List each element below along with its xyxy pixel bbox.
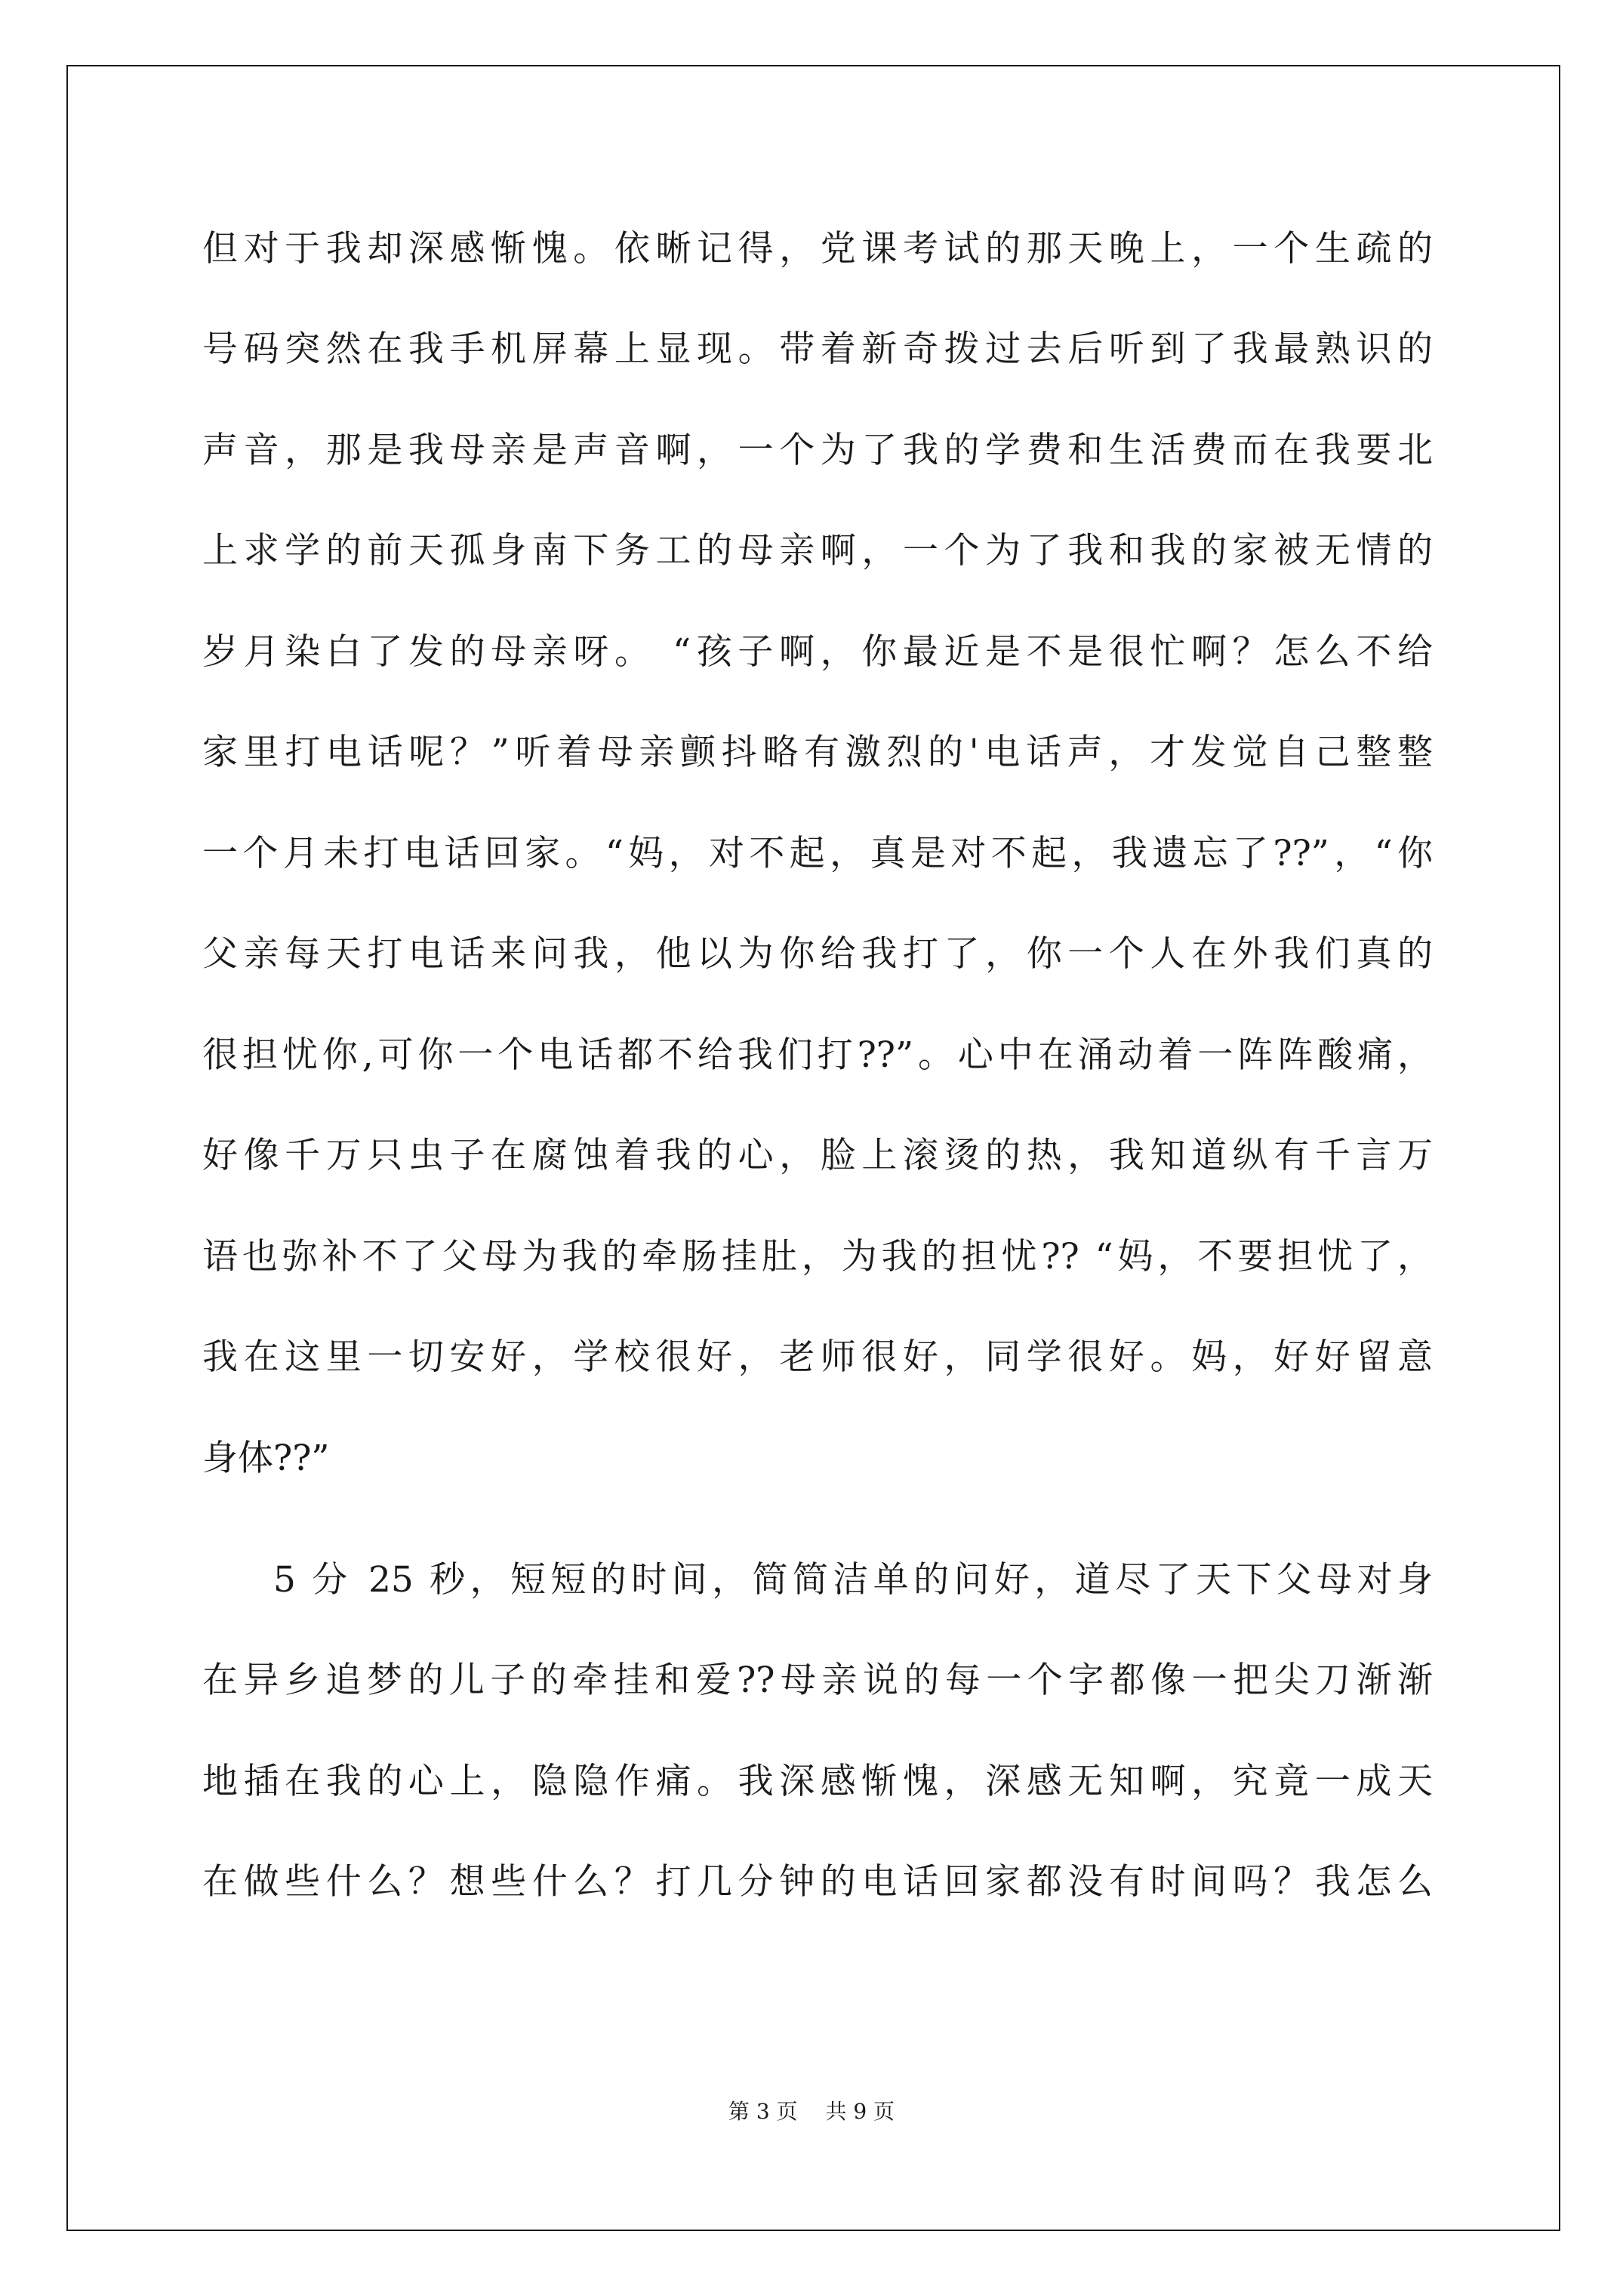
text-line: 声音，那是我母亲是声音啊，一个为了我的学费和生活费而在我要北 [202, 430, 1433, 471]
text-line: 岁月染白了发的母亲呀。 “孩子啊，你最近是不是很忙啊？怎么不给 [202, 631, 1433, 673]
text-line: 父亲每天打电话来问我，他以为你给我打了，你一个人在外我们真的 [202, 933, 1433, 975]
text-line: 在异乡追梦的儿子的牵挂和爱??母亲说的每一个字都像一把尖刀渐渐 [202, 1660, 1433, 1701]
text-line: 上求学的前天孤身南下务工的母亲啊，一个为了我和我的家被无情的 [202, 530, 1433, 572]
text-line: 家里打电话呢？”听着母亲颤抖略有激烈的'电话声，才发觉自己整整 [202, 732, 1433, 773]
text-line: 地插在我的心上，隐隐作痛。我深感惭愧，深感无知啊，究竟一成天 [202, 1761, 1433, 1802]
text-line: 语也弥补不了父母为我的牵肠挂肚，为我的担忧?? “妈，不要担忧了， [202, 1236, 1433, 1277]
text-line: 我在这里一切安好，学校很好，老师很好，同学很好。妈，好好留意 [202, 1336, 1433, 1378]
text-line: 好像千万只虫子在腐蚀着我的心，脸上滚烫的热，我知道纵有千言万 [202, 1135, 1433, 1176]
text-line: 5 分 25 秒，短短的时间，简简洁单的问好，道尽了天下父母对身 [273, 1559, 1433, 1601]
text-line: 很担忧你,可你一个电话都不给我们打??”。心中在涌动着一阵阵酸痛， [202, 1034, 1433, 1076]
text-line: 号码突然在我手机屏幕上显现。带着新奇拨过去后听到了我最熟识的 [202, 328, 1433, 370]
text-line: 身体??” [202, 1438, 330, 1479]
text-line: 在做些什么？想些什么？打几分钟的电话回家都没有时间吗？我怎么 [202, 1861, 1433, 1903]
text-line: 但对于我却深感惭愧。依晰记得，党课考试的那天晚上，一个生疏的 [202, 228, 1433, 270]
text-line: 一个月未打电话回家。“妈，对不起，真是对不起，我遗忘了??”，“你 [202, 833, 1433, 874]
page-number-footer: 第 3 页 共 9 页 [728, 2099, 895, 2124]
